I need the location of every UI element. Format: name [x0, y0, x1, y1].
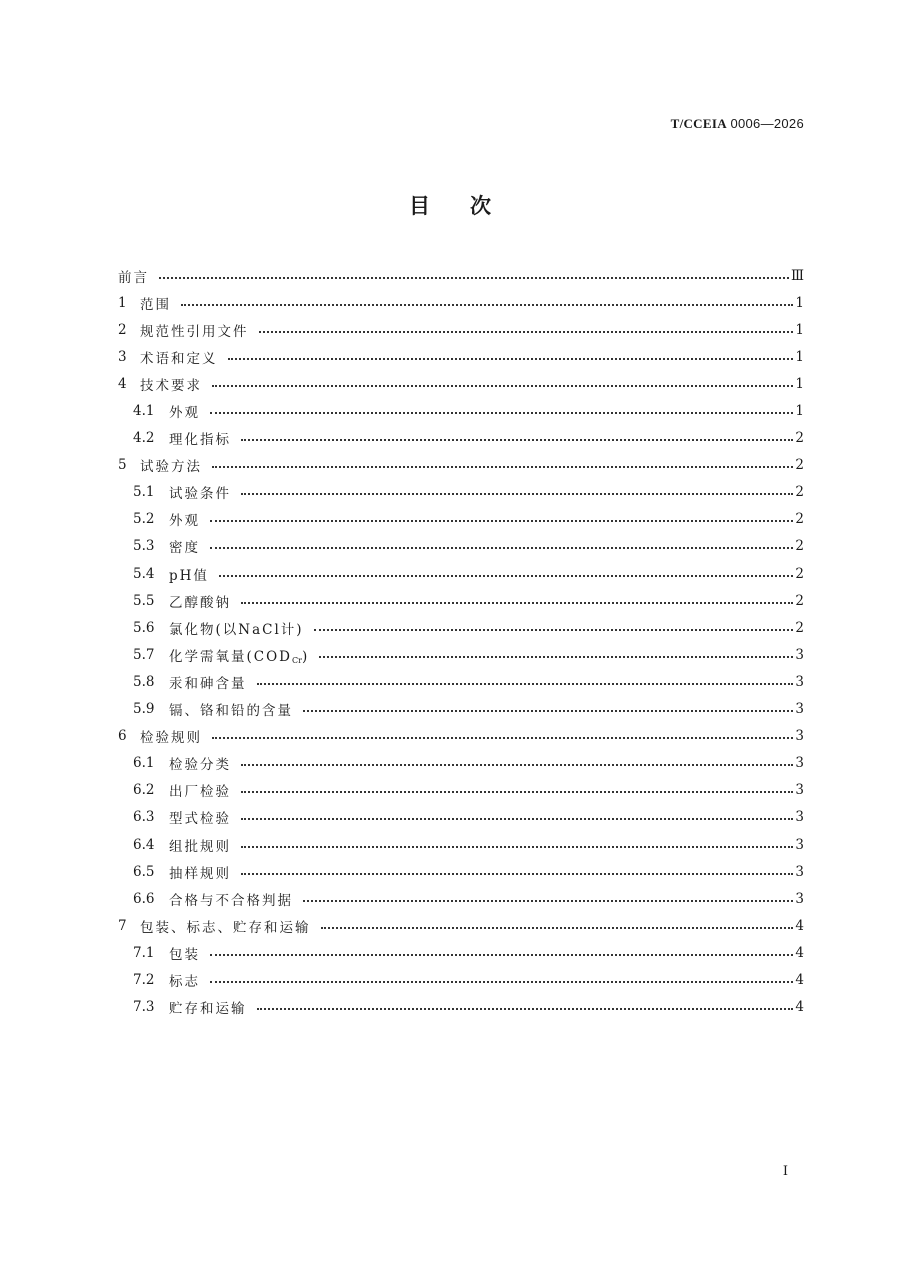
- toc-entry-label-text: 检验分类: [169, 757, 231, 774]
- toc-entry-label-text: 组批规则: [169, 838, 231, 855]
- toc-entry[interactable]: [118, 343, 804, 370]
- toc-entry-label-text: 镉、铬和铅的含量: [169, 703, 293, 720]
- toc-entry-page: 2: [795, 592, 804, 609]
- toc-entry[interactable]: [118, 641, 804, 668]
- toc-entry-label: [169, 618, 304, 638]
- toc-dot-leader: [314, 629, 794, 631]
- toc-dot-leader: [241, 602, 793, 604]
- toc-entry-page: 2: [795, 619, 804, 636]
- toc-entry-number: 2: [118, 321, 127, 338]
- toc-entry-number: 4.2: [133, 430, 155, 447]
- toc-entry-number: 6: [118, 728, 127, 745]
- toc-entry-page: 3: [795, 836, 804, 853]
- toc-dot-leader: [241, 439, 793, 441]
- toc-entry-label-text: pH值: [169, 567, 209, 584]
- page-number: I: [782, 1164, 788, 1179]
- toc-entry[interactable]: [118, 452, 804, 479]
- toc-dot-leader: [303, 710, 793, 712]
- toc-entry-label-text: 理化指标: [169, 432, 231, 449]
- toc-entry-label: [169, 889, 293, 909]
- toc-entry-page: 3: [795, 890, 804, 907]
- toc-entry-label-text: 密度: [169, 540, 200, 557]
- toc-entry-number: 5.9: [133, 701, 155, 718]
- toc-dot-leader: [241, 873, 793, 875]
- toc-entry-page: 1: [795, 294, 804, 311]
- toc-dot-leader: [321, 927, 794, 929]
- toc-entry-label-text: 外观: [169, 405, 200, 422]
- toc-entry-label: [169, 753, 231, 773]
- toc-entry-label: [169, 564, 209, 584]
- toc-dot-leader: [241, 791, 793, 793]
- toc-entry[interactable]: [118, 885, 804, 912]
- toc-dot-leader: [303, 900, 793, 902]
- toc-entry-label-text: 技术要求: [140, 377, 202, 394]
- toc-entry-number: 5.2: [133, 511, 155, 528]
- toc-entry[interactable]: [118, 696, 804, 723]
- toc-dot-leader: [210, 520, 793, 522]
- toc-entry-page: 3: [795, 701, 804, 718]
- toc-entry-page: 3: [795, 646, 804, 663]
- toc-dot-leader: [181, 304, 793, 306]
- toc-entry-page: 2: [795, 457, 804, 474]
- toc-entry-page: 3: [795, 863, 804, 880]
- standard-code-number: 0006—2026: [730, 116, 804, 131]
- toc-entry-page: Ⅲ: [790, 267, 804, 284]
- toc-entry-label: [140, 726, 202, 746]
- toc-entry-number: 5.5: [133, 592, 155, 609]
- toc-entry-number: 5: [118, 457, 127, 474]
- toc-entry-label-text: 外观: [169, 513, 200, 530]
- standard-code: [671, 116, 804, 132]
- toc-entry[interactable]: [118, 370, 804, 397]
- toc-entry-page: 2: [795, 511, 804, 528]
- toc-dot-leader: [241, 764, 793, 766]
- toc-entry-label: [140, 347, 218, 367]
- toc-dot-leader: [228, 358, 794, 360]
- toc-dot-leader: [241, 846, 793, 848]
- toc-entry-label: [169, 835, 231, 855]
- toc-entry-label-text: 汞和砷含量: [169, 675, 247, 692]
- toc-entry[interactable]: [118, 397, 804, 424]
- toc-entry[interactable]: [118, 750, 804, 777]
- toc-entry-label-text: 化学需氧量(COD: [169, 648, 292, 665]
- toc-entry-page: 1: [795, 321, 804, 338]
- toc-entry-label-text: 乙醇酸钠: [169, 594, 231, 611]
- toc-entry-page: 4: [795, 944, 804, 961]
- toc-dot-leader: [219, 575, 793, 577]
- toc-entry-page: 3: [795, 673, 804, 690]
- toc-entry-label: [169, 536, 200, 556]
- toc-dot-leader: [159, 277, 789, 279]
- toc-dot-leader: [257, 683, 794, 685]
- toc-entry[interactable]: [118, 723, 804, 750]
- toc-entry-label: [169, 997, 247, 1017]
- toc-entry[interactable]: [118, 506, 804, 533]
- toc-entry-label-text: 氯化物(以NaCl计): [169, 621, 304, 638]
- toc-entry[interactable]: [118, 560, 804, 587]
- toc-dot-leader: [259, 331, 794, 333]
- toc-dot-leader: [212, 385, 793, 387]
- toc-entry-label: [169, 807, 231, 827]
- toc-entry-label-text: 前言: [118, 269, 149, 286]
- toc-entry[interactable]: [118, 668, 804, 695]
- toc-entry-label-subscript: Cr: [292, 655, 302, 665]
- toc-entry-page: 2: [795, 565, 804, 582]
- toc-entry-number: 6.5: [133, 863, 155, 880]
- toc-entry-number: 4.1: [133, 403, 155, 420]
- toc-entry-number: 5.6: [133, 619, 155, 636]
- toc-entry-label-text: 术语和定义: [140, 350, 218, 367]
- toc-entry-number: 5.3: [133, 538, 155, 555]
- toc-entry-label: [169, 428, 231, 448]
- toc-entry[interactable]: [118, 533, 804, 560]
- toc-entry-label-text: 合格与不合格判据: [169, 892, 293, 909]
- toc-entry-page: 3: [795, 755, 804, 772]
- toc-entry-label-text: 型式检验: [169, 811, 231, 828]
- toc-entry[interactable]: [118, 831, 804, 858]
- toc-entry-label: [169, 862, 231, 882]
- toc-entry-label: [140, 320, 249, 340]
- toc-entry[interactable]: [118, 994, 804, 1021]
- toc-dot-leader: [210, 547, 793, 549]
- toc-entry[interactable]: [118, 479, 804, 506]
- toc-entry-label: [169, 482, 231, 502]
- toc-entry-page: 1: [795, 375, 804, 392]
- toc-entry-number: 5.7: [133, 646, 155, 663]
- toc-entry-number: 6.1: [133, 755, 155, 772]
- toc-entry-number: 6.2: [133, 782, 155, 799]
- toc-dot-leader: [241, 818, 793, 820]
- toc-entry[interactable]: [118, 316, 804, 343]
- toc-entry-label: [118, 266, 149, 286]
- toc-entry-label: [169, 509, 200, 529]
- toc-entry[interactable]: [118, 614, 804, 641]
- toc-entry-page: 1: [795, 403, 804, 420]
- toc-entry-number: 7.2: [133, 971, 155, 988]
- toc-dot-leader: [319, 656, 793, 658]
- toc-entry-label-text: 范围: [140, 296, 171, 313]
- toc-entry-label-text: 贮存和运输: [169, 1001, 247, 1018]
- toc-entry-label-text: 检验规则: [140, 730, 202, 747]
- standard-code-prefix: T/CCEIA: [670, 116, 727, 131]
- toc-entry-number: 6.3: [133, 809, 155, 826]
- toc-entry[interactable]: [118, 289, 804, 316]
- toc-entry[interactable]: [118, 587, 804, 614]
- toc-entry-label-text: 包装: [169, 946, 200, 963]
- toc-dot-leader: [241, 493, 793, 495]
- toc-entry-label: [169, 645, 309, 665]
- toc-entry-label: [169, 780, 231, 800]
- toc-entry[interactable]: [118, 939, 804, 966]
- toc-entry-page: 4: [795, 999, 804, 1016]
- toc-entry[interactable]: [118, 777, 804, 804]
- toc-entry-label: [169, 699, 293, 719]
- toc-entry-page: 4: [795, 917, 804, 934]
- toc-entry[interactable]: [118, 804, 804, 831]
- toc-entry-label: [169, 591, 231, 611]
- toc-entry-label-text: 出厂检验: [169, 784, 231, 801]
- toc-entry-label: [140, 455, 202, 475]
- page-title: 目次: [409, 194, 531, 218]
- toc-entry-number: 7: [118, 917, 127, 934]
- toc-entry[interactable]: [118, 262, 804, 289]
- toc-entry-label: [140, 293, 171, 313]
- toc-entry-number: 5.8: [133, 673, 155, 690]
- toc-entry-label-text: 抽样规则: [169, 865, 231, 882]
- toc-dot-leader: [212, 737, 793, 739]
- toc-entry-number: 1: [118, 294, 127, 311]
- toc-entry-label-text: 规范性引用文件: [140, 323, 249, 340]
- toc-dot-leader: [210, 981, 793, 983]
- toc-entry[interactable]: [118, 858, 804, 885]
- toc-dot-leader: [212, 466, 793, 468]
- toc-entry-page: 3: [795, 728, 804, 745]
- toc-entry-page: 1: [795, 348, 804, 365]
- toc-entry-number: 6.6: [133, 890, 155, 907]
- toc-entry[interactable]: [118, 966, 804, 993]
- table-of-contents: [118, 262, 804, 1021]
- toc-entry-label-text: 包装、标志、贮存和运输: [140, 919, 311, 936]
- toc-entry-label: [169, 943, 200, 963]
- toc-entry-page: 3: [795, 782, 804, 799]
- toc-entry-number: 7.1: [133, 944, 155, 961]
- toc-entry-number: 7.3: [133, 999, 155, 1016]
- toc-entry-label: [169, 970, 200, 990]
- toc-entry-page: 4: [795, 971, 804, 988]
- toc-entry-label-tail: ): [301, 648, 310, 665]
- toc-dot-leader: [210, 412, 793, 414]
- toc-dot-leader: [210, 954, 793, 956]
- toc-entry[interactable]: [118, 425, 804, 452]
- toc-entry-label-text: 试验方法: [140, 459, 202, 476]
- toc-entry-number: 6.4: [133, 836, 155, 853]
- toc-entry-number: 5.4: [133, 565, 155, 582]
- toc-entry-number: 4: [118, 375, 127, 392]
- toc-entry-label: [169, 672, 247, 692]
- toc-entry-page: 2: [795, 538, 804, 555]
- toc-entry-page: 3: [795, 809, 804, 826]
- toc-entry-number: 5.1: [133, 484, 155, 501]
- toc-entry-label-text: 标志: [169, 973, 200, 990]
- toc-entry-label: [140, 916, 311, 936]
- toc-entry[interactable]: [118, 912, 804, 939]
- toc-entry-label: [169, 401, 200, 421]
- toc-entry-label-text: 试验条件: [169, 486, 231, 503]
- toc-entry-page: 2: [795, 430, 804, 447]
- toc-entry-label: [140, 374, 202, 394]
- toc-dot-leader: [257, 1008, 794, 1010]
- toc-entry-page: 2: [795, 484, 804, 501]
- toc-entry-number: 3: [118, 348, 127, 365]
